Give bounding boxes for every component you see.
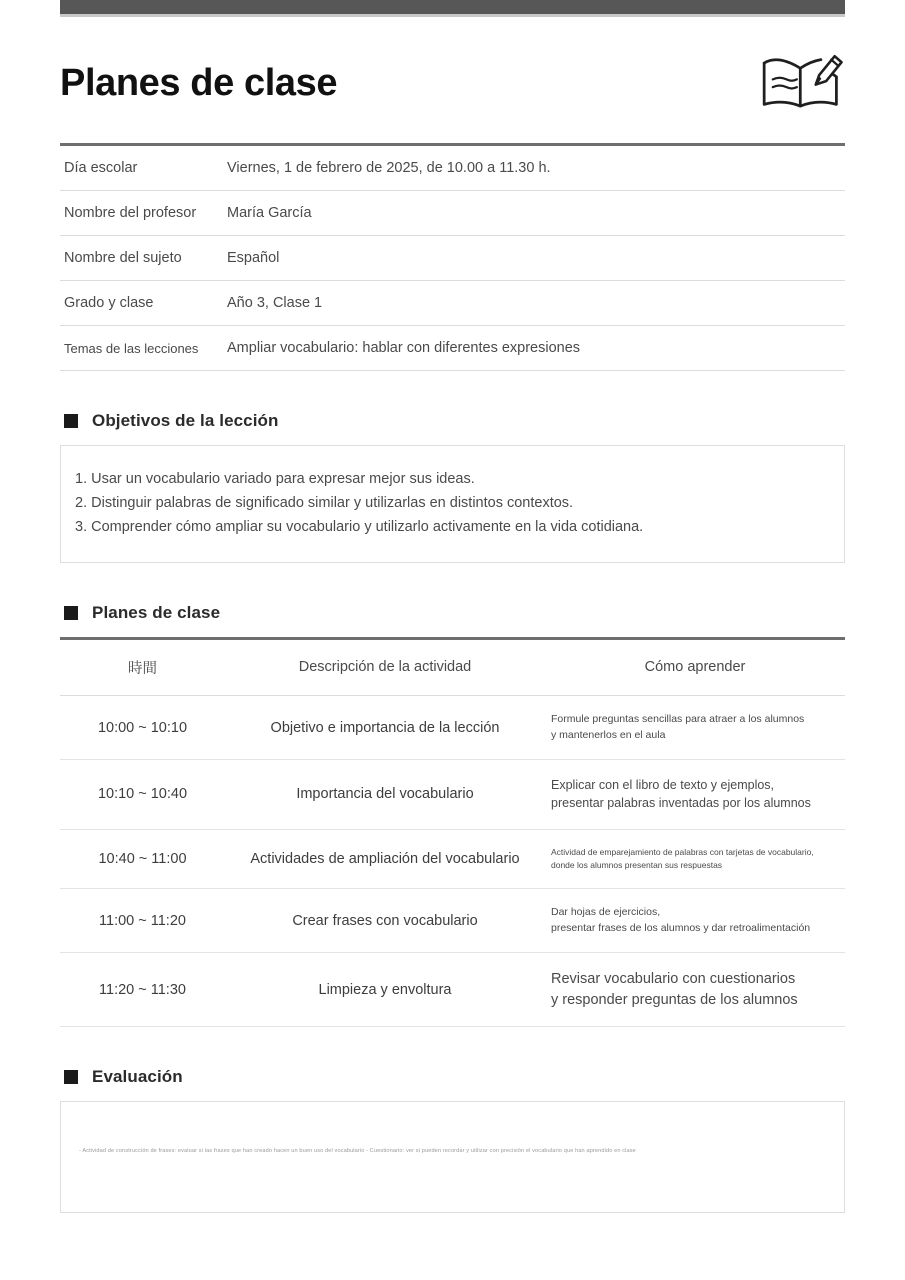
column-header-activity: Descripción de la actividad xyxy=(225,640,545,696)
document-header xyxy=(60,45,845,135)
square-bullet-icon xyxy=(64,414,78,428)
square-bullet-icon xyxy=(64,606,78,620)
column-header-time: 時間 xyxy=(60,640,225,696)
info-label-grade-class: Grado y clase xyxy=(64,295,154,311)
how-line: presentar frases de los alumnos y dar retroalimentación xyxy=(551,921,811,934)
section-title-objectives: Objetivos de la lección xyxy=(92,411,279,430)
how-line: presentar palabras inventadas por los alumnos xyxy=(551,796,811,811)
table-row xyxy=(60,829,845,888)
how-line: y responder preguntas de los alumnos xyxy=(551,991,798,1008)
section-title-lesson-plans: Planes de clase xyxy=(92,602,221,622)
section-heading-objectives xyxy=(60,411,845,431)
table-row xyxy=(60,953,845,1027)
table-row xyxy=(60,888,845,953)
cell-time: 10:10 ~ 10:40 xyxy=(60,760,225,829)
cell-how-to-learn xyxy=(545,888,845,953)
book-with-pencil-icon xyxy=(759,51,845,113)
table-row xyxy=(60,191,845,236)
how-line: Dar hojas de ejercicios, xyxy=(551,905,661,918)
square-bullet-icon xyxy=(64,1070,78,1084)
table-row xyxy=(60,236,845,281)
how-line: Revisar vocabulario con cuestionarios xyxy=(551,971,796,988)
table-row xyxy=(60,281,845,326)
cell-activity: Limpieza y envoltura xyxy=(225,953,545,1027)
cell-time: 11:00 ~ 11:20 xyxy=(60,888,225,953)
section-title-evaluation: Evaluación xyxy=(92,1066,183,1086)
cell-how-to-learn xyxy=(545,760,845,829)
section-heading-evaluation xyxy=(60,1067,845,1087)
info-label-school-day: Día escolar xyxy=(64,160,138,176)
table-row xyxy=(60,695,845,760)
cell-how-to-learn xyxy=(545,695,845,760)
objective-item: 2. Distinguir palabras de significado similar y utilizarlas en distintos contextos. xyxy=(75,494,574,511)
info-value-school-day: Viernes, 1 de febrero de 2025, de 10.00 a 11.30 h. xyxy=(227,160,551,176)
cell-how-to-learn xyxy=(545,953,845,1027)
info-label-teacher-name: Nombre del profesor xyxy=(64,205,197,221)
bottom-spacer xyxy=(60,1213,845,1269)
evaluation-text: - Actividad de construcción de frases: evaluar si las frases que han creado hacen un buen uso del vocabulario - Cuestionario: ver si pueden recordar y utilizar con precisión el vocabulario que han aprendido en clase xyxy=(79,1147,636,1154)
how-line: Formule preguntas sencillas para atraer a los alumnos xyxy=(551,712,805,725)
cell-how-to-learn xyxy=(545,829,845,888)
table-row xyxy=(60,760,845,829)
table-header-row xyxy=(60,640,845,696)
objective-item: 3. Comprender cómo ampliar su vocabulario y utilizarlo activamente en la vida cotidiana. xyxy=(75,518,644,535)
evaluation-box xyxy=(60,1101,845,1213)
info-value-grade-class: Año 3, Clase 1 xyxy=(227,295,323,311)
cell-activity: Crear frases con vocabulario xyxy=(225,888,545,953)
section-heading-lesson-plans xyxy=(60,603,845,623)
cell-activity: Objetivo e importancia de la lección xyxy=(225,695,545,760)
cell-time: 10:40 ~ 11:00 xyxy=(60,829,225,888)
table-row xyxy=(60,146,845,191)
info-label-lesson-topics: Temas de las lecciones xyxy=(64,340,199,356)
objectives-box xyxy=(60,445,845,563)
cell-activity: Importancia del vocabulario xyxy=(225,760,545,829)
how-line: Actividad de emparejamiento de palabras con tarjetas de vocabulario, xyxy=(551,846,814,857)
document-content xyxy=(60,0,845,1269)
cell-activity: Actividades de ampliación del vocabulario xyxy=(225,829,545,888)
table-row xyxy=(60,326,845,371)
cell-time: 11:20 ~ 11:30 xyxy=(60,953,225,1027)
info-label-subject-name: Nombre del sujeto xyxy=(64,250,182,266)
cell-time: 10:00 ~ 10:10 xyxy=(60,695,225,760)
lesson-info-table xyxy=(60,146,845,371)
objective-item: 1. Usar un vocabulario variado para expresar mejor sus ideas. xyxy=(75,471,475,487)
column-header-how-to-learn: Cómo aprender xyxy=(545,640,845,696)
how-line: Explicar con el libro de texto y ejemplos, xyxy=(551,778,775,793)
lesson-plan-table xyxy=(60,640,845,1027)
info-value-lesson-topics: Ampliar vocabulario: hablar con diferentes expresiones xyxy=(227,340,581,356)
info-value-teacher-name: María García xyxy=(227,205,312,221)
page-title: Planes de clase xyxy=(60,62,338,104)
info-value-subject-name: Español xyxy=(227,250,280,266)
how-line: donde los alumnos presentan sus respuestas xyxy=(551,859,723,870)
how-line: y mantenerlos en el aula xyxy=(551,728,666,741)
